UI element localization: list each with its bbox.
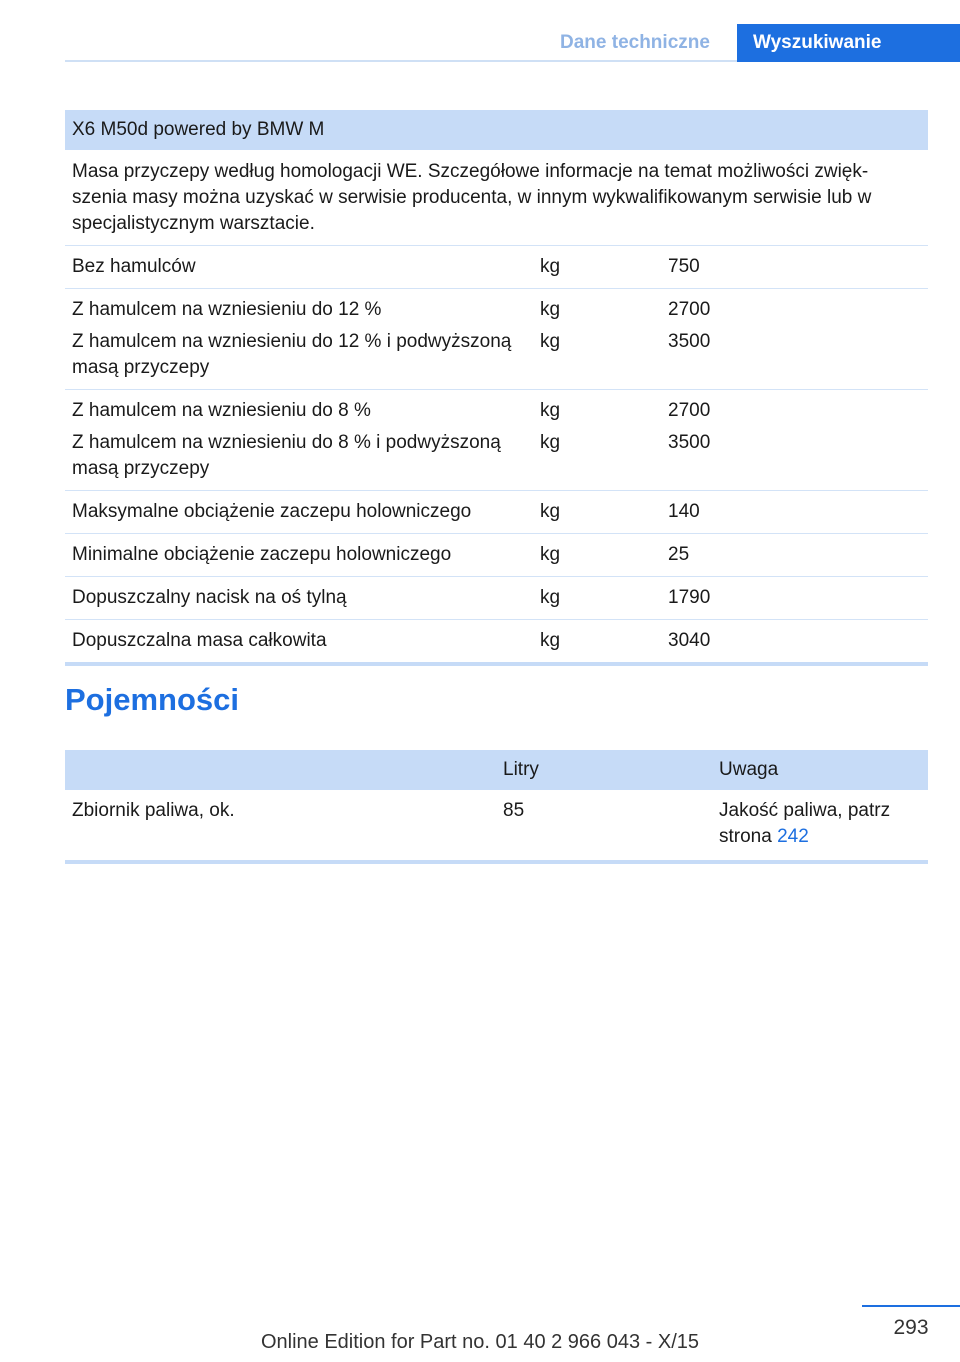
row-value: 3500 [668,432,711,453]
note-text: Jakość paliwa, patrz strona [719,800,891,847]
row-label: Bez hamulców [72,256,196,277]
row-label: Z hamulcem na wzniesieniu do 12 % i podwyższoną masą przyczepy [72,331,512,378]
page-number: 293 [893,1316,929,1339]
page-number-rule [862,1305,960,1307]
edition-footer: Online Edition for Part no. 01 40 2 966 043 - X/15 [260,1331,700,1353]
table-row [65,390,928,491]
page-reference-link[interactable]: 242 [777,826,809,847]
trailer-load-table [65,110,928,666]
tab-dane-techniczne[interactable]: Dane techniczne [560,32,710,53]
table-row [65,577,928,620]
tab-wyszukiwanie[interactable]: Wyszukiwanie [737,24,960,62]
row-unit: kg [540,331,561,352]
table-row [65,620,928,666]
table-row [65,491,928,534]
row-label: Minimalne obciążenie zaczepu holowniczego [72,544,452,565]
table-row [65,790,928,864]
row-label: Zbiornik paliwa, ok. [72,800,235,821]
row-unit: kg [540,587,561,608]
row-unit: kg [540,544,561,565]
row-unit: kg [540,299,561,320]
row-label: Z hamulcem na wzniesieniu do 8 % [72,400,371,421]
row-value: 25 [668,544,690,565]
row-unit: kg [540,630,561,651]
header-cell-note: Uwaga [719,759,779,780]
row-liters: 85 [503,800,525,821]
header-cell [65,750,496,790]
table-row [65,289,928,390]
capacities-table [65,750,928,864]
row-label: Z hamulcem na wzniesieniu do 8 % i podwyższoną masą przyczepy [72,432,501,479]
row-unit: kg [540,256,561,277]
row-value: 3040 [668,630,711,651]
row-unit: kg [540,400,561,421]
row-unit: kg [540,432,561,453]
table-row [65,534,928,577]
section-title: Pojemności [65,682,239,717]
row-unit: kg [540,501,561,522]
row-value: 2700 [668,400,711,421]
header-cell-liters: Litry [503,759,539,780]
table-header [65,750,928,790]
row-note [712,798,928,850]
table-description: Masa przyczepy według homologacji WE. Szczegółowe informacje na temat możliwości zwięk-szenia masy można uzyskać w serwisie producenta, w innym wykwalifikowanym serwisie lub w specjalistycznym warsztacie. [65,150,928,246]
row-label: Z hamulcem na wzniesieniu do 12 % [72,299,382,320]
row-label: Dopuszczalna masa całkowita [72,630,327,651]
table-row [65,246,928,289]
row-value: 750 [668,256,700,277]
table-title: X6 M50d powered by BMW M [65,110,928,150]
row-label: Maksymalne obciążenie zaczepu holowniczego [72,501,472,522]
row-value: 3500 [668,331,711,352]
row-value: 2700 [668,299,711,320]
row-value: 1790 [668,587,711,608]
row-value: 140 [668,501,700,522]
row-label: Dopuszczalny nacisk na oś tylną [72,587,347,608]
